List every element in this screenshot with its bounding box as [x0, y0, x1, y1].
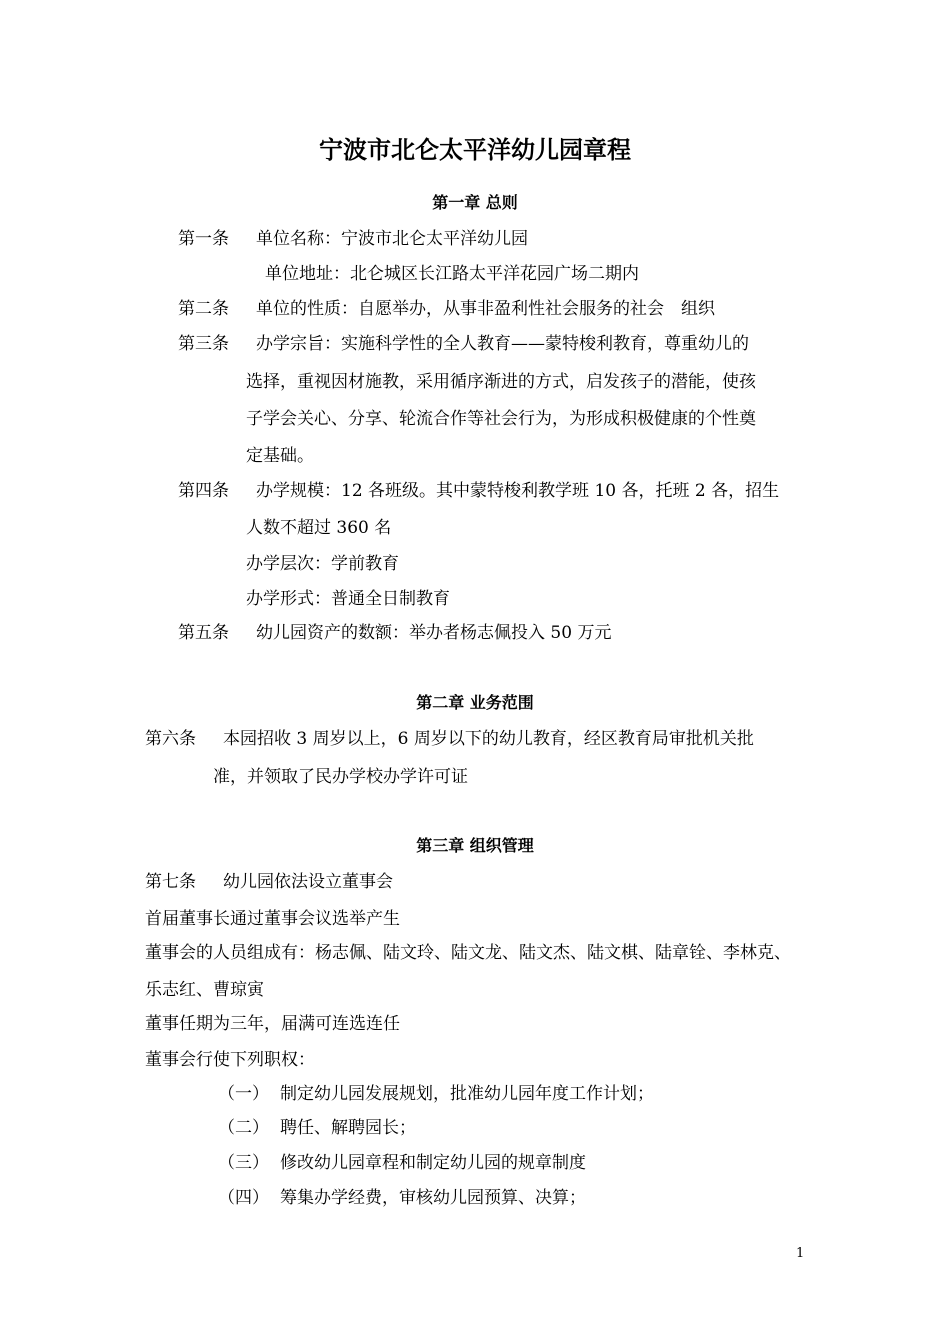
article-label: 第六条	[145, 729, 196, 749]
paragraph-powers: 董事会行使下列职权：	[145, 1050, 315, 1070]
article-text: 幼儿园依法设立董事会	[223, 872, 393, 892]
page-number: 1	[796, 1246, 805, 1261]
article-label: 第一条	[178, 229, 229, 249]
paragraph-chairman: 首届董事长通过董事会议选举产生	[145, 909, 400, 929]
article-1	[178, 224, 528, 249]
chapter-1-heading: 第一章 总则	[432, 193, 518, 212]
list-item-text: 制定幼儿园发展规划，批准幼儿园年度工作计划；	[280, 1084, 654, 1104]
list-item-number: （三）	[218, 1153, 269, 1173]
article-4-level: 办学层次：学前教育	[246, 554, 399, 574]
article-6	[145, 724, 754, 749]
list-item	[218, 1148, 586, 1173]
article-5	[178, 618, 611, 643]
article-text: 单位名称：宁波市北仑太平洋幼儿园	[256, 229, 528, 249]
article-4-line-2: 人数不超过 360 名	[246, 518, 392, 538]
article-label: 第七条	[145, 872, 196, 892]
article-4	[178, 476, 779, 501]
list-item-text: 筹集办学经费，审核幼儿园预算、决算；	[280, 1188, 586, 1208]
chapter-3-heading: 第三章 组织管理	[416, 836, 534, 855]
list-item-text: 修改幼儿园章程和制定幼儿园的规章制度	[280, 1153, 586, 1173]
paragraph-term: 董事任期为三年，届满可连选连任	[145, 1014, 400, 1034]
article-3-line-3: 子学会关心、分享、轮流合作等社会行为，为形成积极健康的个性奠	[246, 409, 756, 429]
paragraph-members: 董事会的人员组成有：杨志佩、陆文玲、陆文龙、陆文杰、陆文棋、陆章铨、李林克、	[145, 943, 791, 963]
list-item-number: （四）	[218, 1188, 269, 1208]
article-2	[178, 294, 715, 319]
article-label: 第四条	[178, 481, 229, 501]
list-item	[218, 1113, 416, 1138]
article-text: 本园招收 3 周岁以上，6 周岁以下的幼儿教育，经区教育局审批机关批	[223, 729, 754, 749]
article-3	[178, 329, 749, 354]
article-6-line-2: 准，并领取了民办学校办学许可证	[213, 767, 468, 787]
article-label: 第二条	[178, 299, 229, 319]
paragraph-members-cont: 乐志红、曹琼寅	[145, 980, 264, 1000]
article-3-line-4: 定基础。	[246, 446, 314, 466]
article-1-address: 单位地址：北仑城区长江路太平洋花园广场二期内	[265, 264, 639, 284]
document-title: 宁波市北仑太平洋幼儿园章程	[319, 136, 631, 164]
article-text: 办学宗旨：实施科学性的全人教育——蒙特梭利教育，尊重幼儿的	[256, 334, 749, 354]
article-label: 第三条	[178, 334, 229, 354]
list-item	[218, 1079, 654, 1104]
list-item-number: （一）	[218, 1084, 269, 1104]
article-3-line-2: 选择，重视因材施教，采用循序渐进的方式，启发孩子的潜能，使孩	[246, 372, 756, 392]
article-text: 单位的性质：自愿举办，从事非盈利性社会服务的社会 组织	[256, 299, 715, 319]
article-7	[145, 867, 393, 892]
article-text: 幼儿园资产的数额：举办者杨志佩投入 50 万元	[256, 623, 612, 643]
list-item-text: 聘任、解聘园长；	[280, 1118, 416, 1138]
list-item-number: （二）	[218, 1118, 269, 1138]
article-text: 办学规模：12 各班级。其中蒙特梭利教学班 10 各，托班 2 各，招生	[256, 481, 780, 501]
chapter-2-heading: 第二章 业务范围	[416, 693, 534, 712]
list-item	[218, 1183, 586, 1208]
article-label: 第五条	[178, 623, 229, 643]
article-4-form: 办学形式：普通全日制教育	[246, 589, 450, 609]
